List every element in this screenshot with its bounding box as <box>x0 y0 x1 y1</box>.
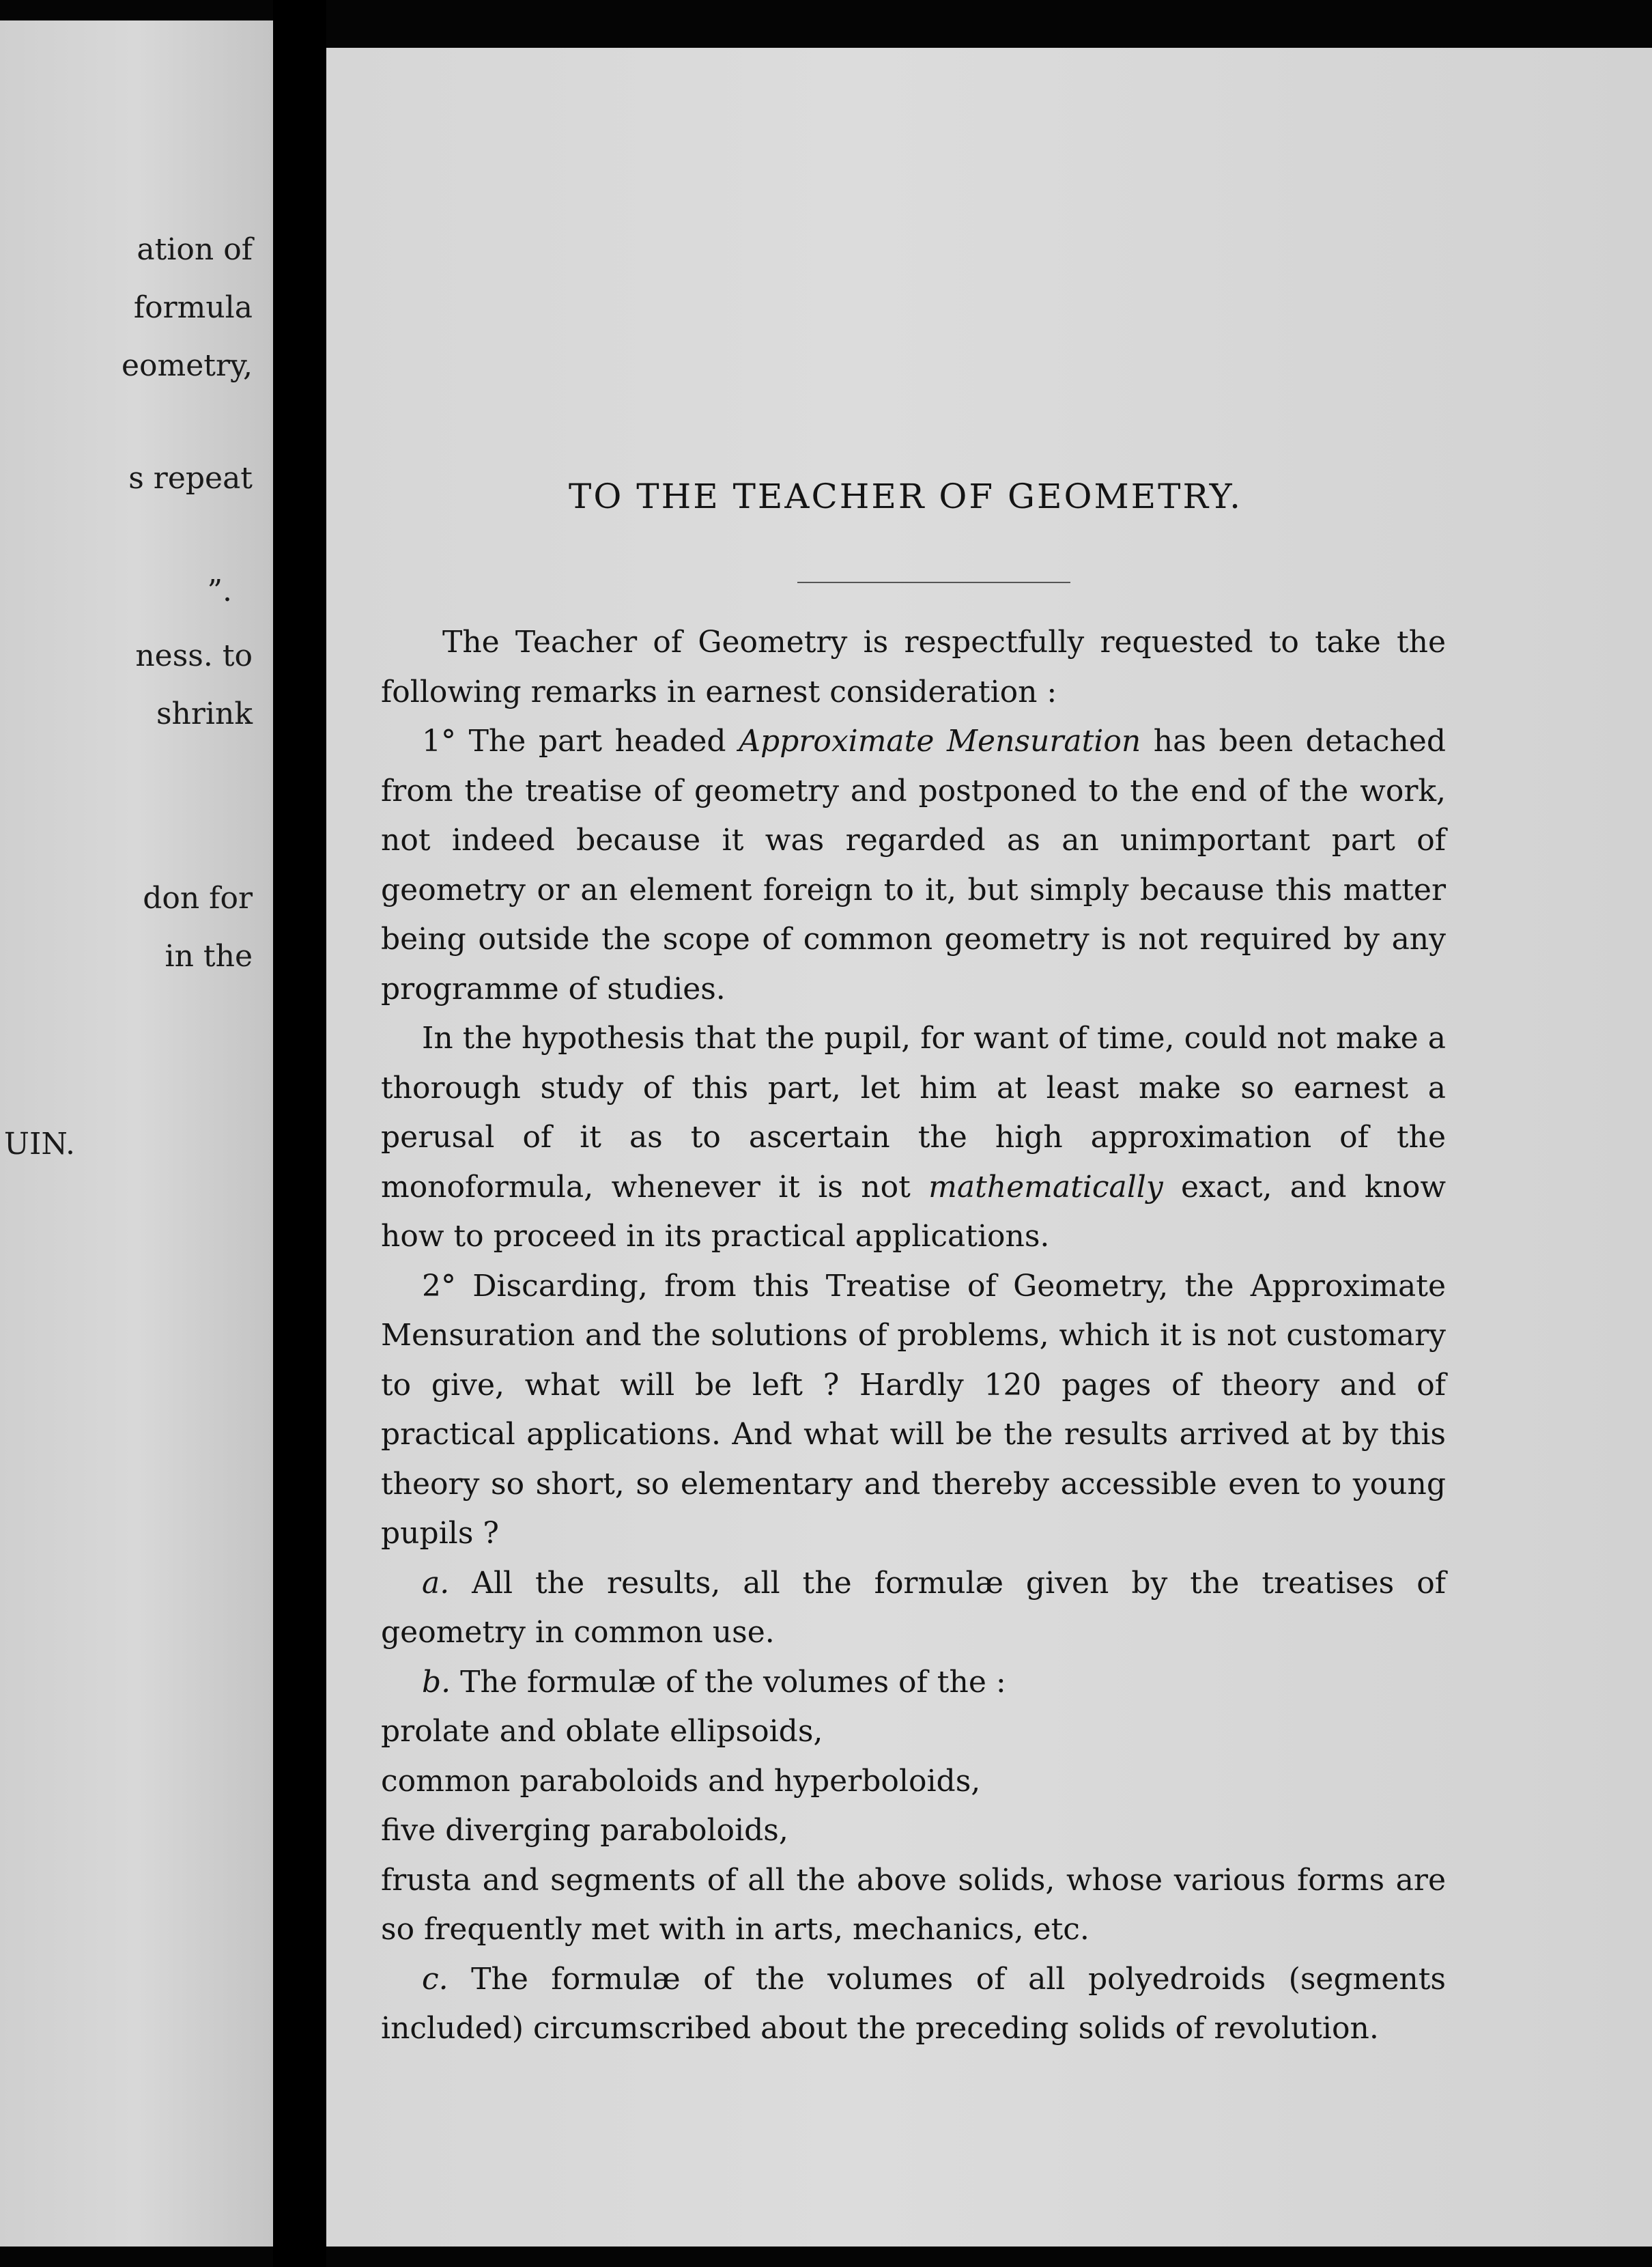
page-title: TO THE TEACHER OF GEOMETRY. <box>569 477 1243 516</box>
paragraph-intro-text: The Teacher of Geometry is respectfully requested to take the following remarks in earnest consideration : <box>381 625 1446 709</box>
point-2-text: 2° Discarding, from this Treatise of Geometry, the Approximate Mensuration and the solutions of problems, which it is not customary to give, what will be left ? Hardly 120 pages of theory and of practical applications. And what will be the results arrived at by this theory so short, so elementary and thereby accessible even to young pupils ? <box>381 1268 1446 1551</box>
paragraph-item-b <box>381 1658 1446 1708</box>
hypothesis-emphasis: mathematically <box>928 1169 1163 1205</box>
item-c-label: c. <box>422 1961 448 1997</box>
title-divider <box>797 582 1070 583</box>
point-1-emphasis: Approximate Mensuration <box>739 724 1141 759</box>
paragraph-item-c <box>381 1955 1446 2054</box>
left-fragment-3: eometry, <box>121 348 253 383</box>
list-item: prolate and oblate ellipsoids, <box>381 1714 823 1749</box>
body-text <box>381 618 1446 2054</box>
left-fragment-4: s repeat <box>128 461 253 496</box>
left-fragment-2: formula <box>133 290 253 325</box>
left-fragment-6: ness. to <box>135 638 253 673</box>
frusta-text: frusta and segments of all the above solids, whose various forms are so frequently met with in arts, mechanics, etc. <box>381 1862 1446 1947</box>
item-a-text: All the results, all the formulæ given by the treatises of geometry in common use. <box>381 1565 1446 1650</box>
right-page <box>326 48 1652 2247</box>
left-fragment-7: shrink <box>156 696 253 731</box>
paragraph-point-2 <box>381 1262 1446 1559</box>
item-c-text: The formulæ of the volumes of all polyedroids (segments included) circumscribed about the preceding solids of revolution. <box>381 1961 1446 2046</box>
left-fragment-10: UIN. <box>3 1127 75 1161</box>
list-item: five diverging paraboloids, <box>381 1813 788 1848</box>
item-b-label: b. <box>422 1664 451 1700</box>
item-b-text: The formulæ of the volumes of the : <box>451 1664 1006 1700</box>
hypothesis-start: In the hypothesis that the pupil, for want of time, could not make a thorough study of this part, let him at least make so earnest a perusal of it as to ascertain the high approximation of the monoformula, whenever it is not <box>381 1021 1446 1205</box>
left-fragment-1: ation of <box>137 232 253 267</box>
left-fragment-8: don for <box>143 881 253 916</box>
paragraph-point-1 <box>381 717 1446 1014</box>
paragraph-hypothesis <box>381 1014 1446 1262</box>
paragraph-frusta <box>381 1856 1446 1955</box>
point-1-end: has been detached from the treatise of geometry and postponed to the end of the work, not indeed because it was regarded as an unimportant part of geometry or an element foreign to it, but simply because this matter being outside the scope of common geometry is not required by any programme of studies. <box>381 724 1446 1006</box>
left-fragment-9: in the <box>165 939 253 974</box>
left-fragment-5: ”. <box>207 574 232 608</box>
page-gutter <box>273 0 326 2267</box>
hypothesis-end: exact, and know how to proceed in its practical applications. <box>381 1169 1446 1254</box>
paragraph-intro <box>381 618 1446 717</box>
list-item: common paraboloids and hyperboloids, <box>381 1763 981 1799</box>
point-1-start: 1° The part headed <box>422 724 739 759</box>
paragraph-item-a <box>381 1559 1446 1658</box>
item-a-label: a. <box>422 1565 450 1601</box>
left-page-fragment <box>0 20 273 2247</box>
